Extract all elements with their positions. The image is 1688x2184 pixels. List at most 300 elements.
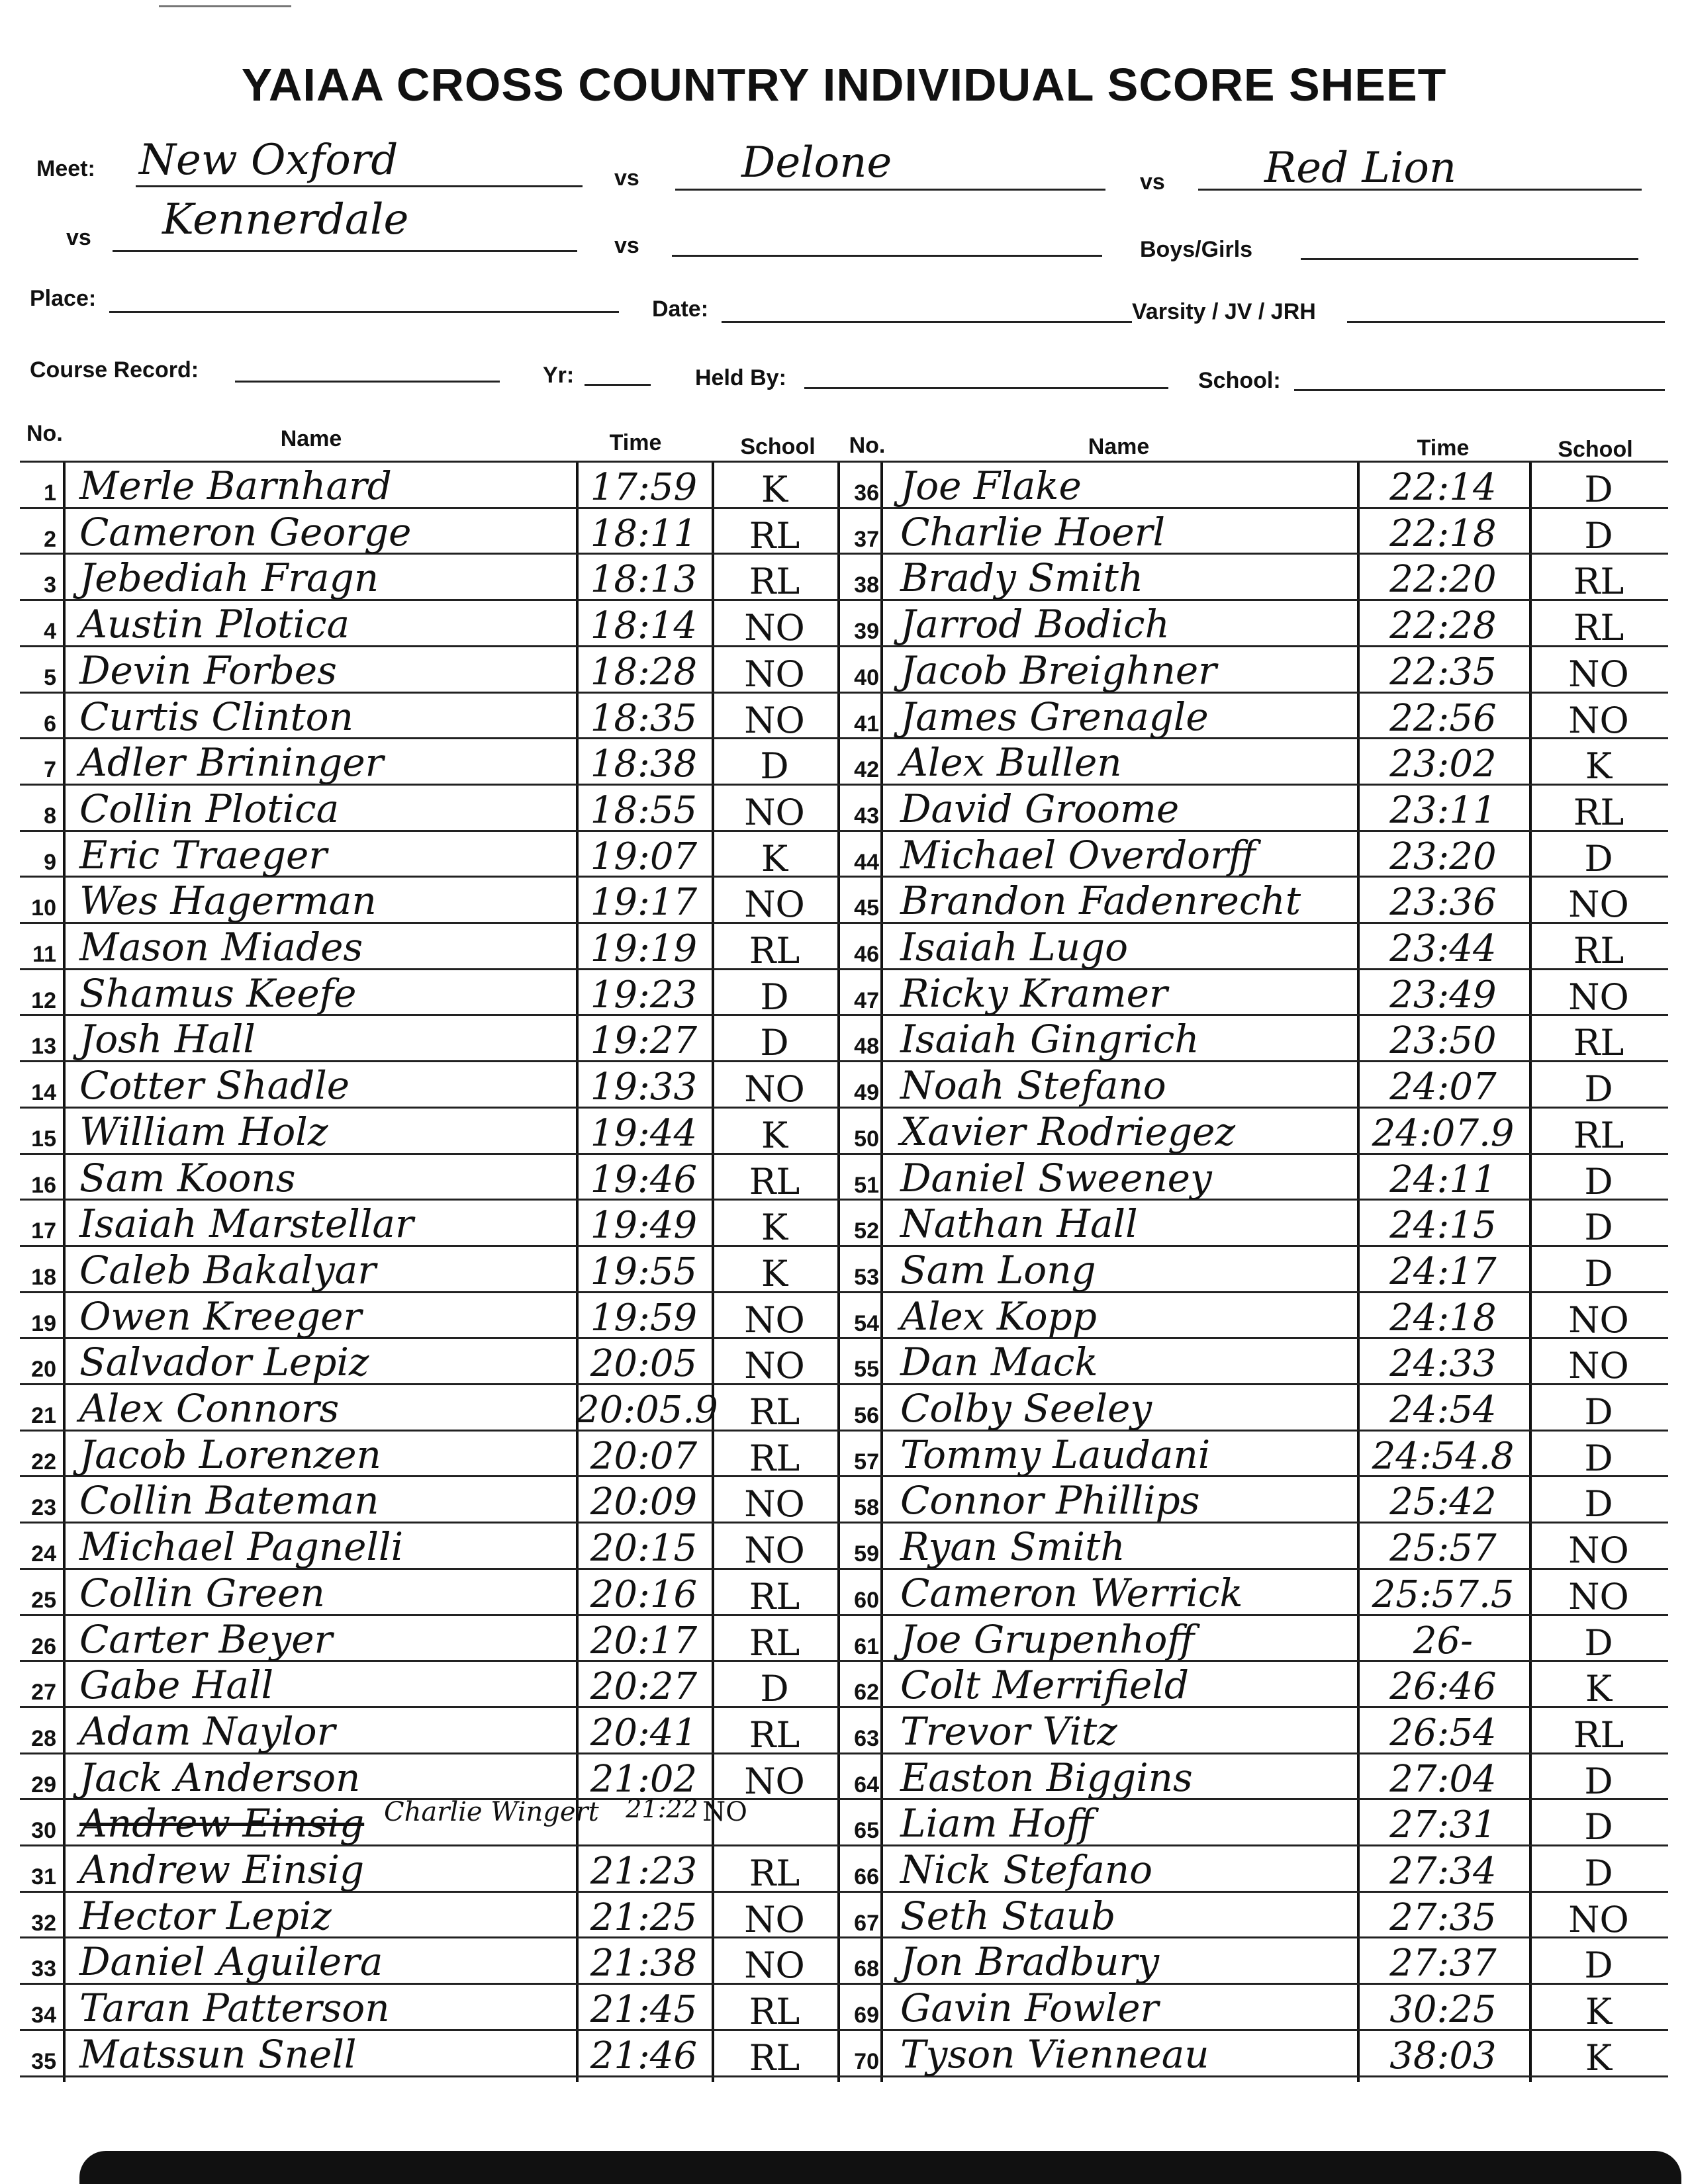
col-name-left: Name xyxy=(280,426,342,451)
row-number: 28 xyxy=(31,1725,56,1751)
row-time: 19:23 xyxy=(590,973,698,1017)
row-time: 20:17 xyxy=(590,1619,698,1662)
row-name: William Holz xyxy=(79,1109,328,1154)
row-name: Curtis Clinton xyxy=(79,694,353,739)
row-school: RL xyxy=(749,1437,800,1479)
row-school: D xyxy=(1584,1852,1613,1894)
row-school: D xyxy=(1584,1437,1613,1479)
row-number: 45 xyxy=(854,895,879,921)
row-time: 20:05.9 xyxy=(576,1388,718,1432)
row-name: Owen Kreeger xyxy=(79,1293,362,1339)
row-number: 15 xyxy=(31,1126,56,1152)
row-time: 20:07 xyxy=(590,1434,698,1478)
row-name: Alex Connors xyxy=(79,1386,340,1431)
row-number: 20 xyxy=(31,1357,56,1383)
row-time: 21:02 xyxy=(590,1757,698,1801)
row-school: RL xyxy=(749,2036,800,2079)
row-school: D xyxy=(760,1022,789,1064)
row-time: 22:28 xyxy=(1389,604,1497,648)
row-name: Hector Lepiz xyxy=(79,1893,332,1938)
row-name: Michael Overdorff xyxy=(900,832,1256,878)
row-number: 6 xyxy=(44,711,56,737)
row-time: 21:45 xyxy=(590,1988,698,2032)
row-school: RL xyxy=(749,930,800,972)
meet-line-4 xyxy=(113,250,577,252)
row-number: 10 xyxy=(31,895,56,921)
row-school: NO xyxy=(744,884,805,926)
row-school: NO xyxy=(744,1068,805,1111)
row-name: Jon Bradbury xyxy=(900,1939,1159,1985)
row-time: 19:27 xyxy=(590,1019,698,1063)
row-name: Tyson Vienneau xyxy=(900,2031,1209,2077)
row-time: 27:35 xyxy=(1389,1895,1497,1939)
row-name: Joe Grupenhoff xyxy=(900,1616,1195,1662)
row-name: Ryan Smith xyxy=(900,1524,1125,1570)
boys-girls-label: Boys/Girls xyxy=(1140,237,1253,262)
row-school: NO xyxy=(744,1298,805,1341)
row-name: Taran Patterson xyxy=(79,1985,390,2031)
row-school: D xyxy=(1584,1944,1613,1987)
row-number: 61 xyxy=(854,1633,879,1659)
row-school: D xyxy=(1584,1252,1613,1295)
row-number: 30 xyxy=(31,1818,56,1844)
row-name: Alex Bullen xyxy=(900,740,1122,786)
row-name: Daniel Sweeney xyxy=(900,1155,1212,1201)
row-time: 21:23 xyxy=(590,1850,698,1893)
date-line xyxy=(722,321,1132,323)
row-school: NO xyxy=(702,1797,747,1828)
row-number: 56 xyxy=(854,1403,879,1428)
row-number: 31 xyxy=(31,1864,56,1889)
col-time-left: Time xyxy=(609,430,662,455)
row-name: David Groome xyxy=(900,786,1180,831)
row-name: Tommy Laudani xyxy=(900,1432,1211,1477)
row-time: 21:25 xyxy=(590,1895,698,1939)
row-time: 18:28 xyxy=(590,650,698,694)
row-name: Alex Kopp xyxy=(900,1293,1097,1339)
yr-label: Yr: xyxy=(543,363,575,388)
row-school: RL xyxy=(749,1852,800,1894)
row-name: Colt Merrifield xyxy=(900,1662,1189,1708)
row-time: 20:27 xyxy=(590,1665,698,1709)
row-school: K xyxy=(761,837,788,880)
row-name: Sam Koons xyxy=(79,1155,296,1201)
sheet-title: YAIAA CROSS COUNTRY INDIVIDUAL SCORE SHEET xyxy=(241,59,1447,111)
row-number: 14 xyxy=(31,1080,56,1106)
row-number: 53 xyxy=(854,1264,879,1290)
row-number: 1 xyxy=(44,480,56,506)
row-number: 38 xyxy=(854,572,879,598)
row-school: K xyxy=(761,469,788,510)
row-name: Noah Stefano xyxy=(900,1063,1166,1109)
row-number: 16 xyxy=(31,1172,56,1198)
row-school: D xyxy=(1584,1621,1613,1664)
row-number: 54 xyxy=(854,1310,879,1336)
row-time: 21:46 xyxy=(590,2034,698,2077)
row-time: 21:38 xyxy=(590,1942,698,1985)
course-record-line xyxy=(235,381,500,383)
scan-mark xyxy=(159,0,291,7)
row-time: 19:17 xyxy=(590,881,698,925)
row-name: Ricky Kramer xyxy=(900,970,1168,1016)
row-number: 62 xyxy=(854,1680,879,1706)
row-time: 18:11 xyxy=(590,512,698,555)
row-time: 27:34 xyxy=(1389,1850,1497,1893)
row-time: 23:44 xyxy=(1389,927,1497,970)
row-school: RL xyxy=(1573,791,1624,833)
row-number: 27 xyxy=(31,1680,56,1706)
row-number: 55 xyxy=(854,1357,879,1383)
row-time: 19:44 xyxy=(590,1111,698,1155)
row-name: Joe Flake xyxy=(900,463,1082,508)
row-number: 57 xyxy=(854,1449,879,1475)
row-number: 64 xyxy=(854,1772,879,1797)
row-name: Adler Brininger xyxy=(79,740,384,786)
row-school: RL xyxy=(749,1391,800,1433)
col-name-right: Name xyxy=(1088,434,1150,459)
col-school-left: School xyxy=(740,434,816,459)
row-school: D xyxy=(1584,1806,1613,1848)
row-name: Cameron Werrick xyxy=(900,1570,1243,1615)
row-number: 3 xyxy=(44,572,56,598)
row-number: 70 xyxy=(854,2048,879,2074)
row-time: 19:55 xyxy=(590,1250,698,1293)
row-number: 24 xyxy=(31,1541,56,1567)
row-line xyxy=(20,461,1668,463)
row-time: 20:41 xyxy=(590,1711,698,1754)
yr-line xyxy=(585,384,651,386)
row-number: 7 xyxy=(44,757,56,783)
row-number: 5 xyxy=(44,664,56,690)
row-time: 24:07 xyxy=(1389,1066,1497,1109)
row-school: K xyxy=(761,1114,788,1156)
row-number: 66 xyxy=(854,1864,879,1889)
row-number: 48 xyxy=(854,1034,879,1060)
row-name: Nathan Hall xyxy=(900,1201,1138,1247)
row-time: 19:07 xyxy=(590,835,698,878)
row-name: Charlie Hoerl xyxy=(900,509,1165,555)
row-number: 42 xyxy=(854,757,879,783)
row-school: NO xyxy=(1568,653,1629,695)
row-name: Josh Hall xyxy=(79,1017,256,1062)
row-time: 26- xyxy=(1413,1619,1474,1662)
row-school: RL xyxy=(749,561,800,603)
row-time: 20:16 xyxy=(590,1572,698,1616)
row-time: 27:04 xyxy=(1389,1757,1497,1801)
row-school: NO xyxy=(744,1760,805,1802)
row-name: Austin Plotica xyxy=(79,602,350,647)
row-number: 21 xyxy=(31,1403,56,1428)
row-time: 25:57 xyxy=(1389,1527,1497,1570)
row-name: Shamus Keefe xyxy=(79,970,357,1016)
row-time: 26:46 xyxy=(1389,1665,1497,1709)
row-time: 18:55 xyxy=(590,788,698,832)
row-school: NO xyxy=(744,1898,805,1940)
divider-no-left xyxy=(63,461,66,2082)
meet-team-4: Kennerdale xyxy=(162,195,409,244)
row-time: 22:35 xyxy=(1389,650,1497,694)
row-time: 21:22 xyxy=(626,1794,698,1824)
vs-label-3: vs xyxy=(66,225,91,250)
row-name: Brady Smith xyxy=(900,555,1144,601)
row-school: RL xyxy=(1573,561,1624,603)
row-school: D xyxy=(1584,469,1613,510)
row-name: Carter Beyer xyxy=(79,1616,333,1662)
row-school: RL xyxy=(749,1621,800,1664)
row-school: RL xyxy=(749,1575,800,1617)
row-number: 37 xyxy=(854,526,879,552)
row-name: Jebediah Fragn xyxy=(79,555,379,601)
row-name: Trevor Vitz xyxy=(900,1708,1117,1754)
row-time: 19:49 xyxy=(590,1204,698,1248)
row-time: 18:35 xyxy=(590,696,698,740)
row-school: NO xyxy=(744,791,805,833)
row-time: 19:19 xyxy=(590,927,698,970)
row-time: 24:54.8 xyxy=(1372,1434,1515,1478)
row-number: 4 xyxy=(44,619,56,645)
vs-label-2: vs xyxy=(1140,169,1165,195)
row-name: Dan Mack xyxy=(900,1340,1098,1385)
place-line xyxy=(109,311,619,313)
row-name: Sam Long xyxy=(900,1247,1096,1293)
course-record-label: Course Record: xyxy=(30,357,199,383)
row-number: 12 xyxy=(31,987,56,1013)
place-label: Place: xyxy=(30,286,97,311)
row-name: Connor Phillips xyxy=(900,1478,1200,1524)
row-school: RL xyxy=(749,1713,800,1756)
row-time: 27:31 xyxy=(1389,1803,1497,1847)
row-school: NO xyxy=(744,1483,805,1525)
row-school: RL xyxy=(749,1991,800,2033)
row-number: 52 xyxy=(854,1218,879,1244)
row-number: 18 xyxy=(31,1264,56,1290)
row-time: 17:59 xyxy=(590,466,698,509)
row-name: Adam Naylor xyxy=(79,1708,336,1754)
row-school: RL xyxy=(1573,1713,1624,1756)
row-school: RL xyxy=(749,1160,800,1203)
row-number: 26 xyxy=(31,1633,56,1659)
vs-label-1: vs xyxy=(614,165,639,191)
row-number: 65 xyxy=(854,1818,879,1844)
level-line xyxy=(1347,321,1665,323)
row-school: RL xyxy=(1573,607,1624,649)
row-name: Devin Forbes xyxy=(79,647,337,693)
row-school: NO xyxy=(1568,976,1629,1018)
row-name: Eric Traeger xyxy=(79,832,328,878)
row-name: Collin Plotica xyxy=(79,786,340,831)
row-school: D xyxy=(760,976,789,1018)
row-name: Wes Hagerman xyxy=(79,878,377,924)
row-number: 25 xyxy=(31,1587,56,1613)
row-name: Collin Green xyxy=(79,1570,325,1615)
row-name: Xavier Rodriegez xyxy=(900,1109,1235,1154)
row-name: Gavin Fowler xyxy=(900,1985,1159,2031)
row-name: Michael Pagnelli xyxy=(79,1524,404,1570)
row-number: 13 xyxy=(31,1034,56,1060)
row-number: 2 xyxy=(44,526,56,552)
row-name: Easton Biggins xyxy=(900,1754,1193,1800)
row-name: Caleb Bakalyar xyxy=(79,1247,376,1293)
col-no-right: No. xyxy=(849,433,886,458)
row-name: Seth Staub xyxy=(900,1893,1116,1938)
held-by-label: Held By: xyxy=(695,365,786,390)
row-school: NO xyxy=(1568,884,1629,926)
meet-team-2: Delone xyxy=(741,138,892,187)
row-school: K xyxy=(761,1206,788,1249)
row-time: 22:14 xyxy=(1389,466,1497,509)
row-name: Colby Seeley xyxy=(900,1386,1152,1431)
row-time: 23:11 xyxy=(1389,788,1497,832)
row-time: 24:33 xyxy=(1389,1342,1497,1386)
row-time: 23:49 xyxy=(1389,973,1497,1017)
row-number: 49 xyxy=(854,1080,879,1106)
row-name: Jacob Lorenzen xyxy=(79,1432,381,1477)
row-number: 60 xyxy=(854,1587,879,1613)
row-number: 9 xyxy=(44,849,56,875)
row-school: NO xyxy=(1568,1345,1629,1387)
row-number: 17 xyxy=(31,1218,56,1244)
row-time: 23:50 xyxy=(1389,1019,1497,1063)
row-number: 36 xyxy=(854,480,879,506)
row-number: 59 xyxy=(854,1541,879,1567)
row-time: 30:25 xyxy=(1389,1988,1497,2032)
school-label: School: xyxy=(1198,368,1281,393)
row-name: Gabe Hall xyxy=(79,1662,274,1708)
row-number: 43 xyxy=(854,803,879,829)
date-label: Date: xyxy=(652,296,709,322)
row-name: Cameron George xyxy=(79,509,412,555)
row-number: 33 xyxy=(31,1956,56,1982)
row-school: NO xyxy=(1568,1575,1629,1617)
row-school: D xyxy=(760,745,789,788)
row-time: 22:56 xyxy=(1389,696,1497,740)
meet-line-5 xyxy=(672,255,1102,257)
level-label: Varsity / JV / JRH xyxy=(1132,299,1316,324)
row-name: Liam Hoff xyxy=(900,1801,1094,1846)
row-time: 38:03 xyxy=(1389,2034,1497,2077)
row-number: 19 xyxy=(31,1310,56,1336)
vs-label-4: vs xyxy=(614,233,639,258)
boys-girls-line xyxy=(1301,258,1638,260)
row-school: K xyxy=(1585,745,1613,788)
row-number: 40 xyxy=(854,664,879,690)
row-number: 32 xyxy=(31,1910,56,1936)
row-time: 22:18 xyxy=(1389,512,1497,555)
row-name: Salvador Lepiz xyxy=(79,1340,369,1385)
row-number: 8 xyxy=(44,803,56,829)
row-number: 46 xyxy=(854,942,879,967)
scan-edge xyxy=(79,2151,1681,2184)
row-school: NO xyxy=(1568,1529,1629,1572)
row-time: 25:57.5 xyxy=(1372,1572,1515,1616)
row-time: 25:42 xyxy=(1389,1480,1497,1524)
row-school: NO xyxy=(744,653,805,695)
row-number: 22 xyxy=(31,1449,56,1475)
meet-line-1 xyxy=(136,185,583,187)
row-number: 35 xyxy=(31,2048,56,2074)
col-time-right: Time xyxy=(1417,435,1470,461)
row-school: K xyxy=(1585,1991,1613,2033)
row-school: K xyxy=(1585,1668,1613,1710)
row-time: 24:18 xyxy=(1389,1296,1497,1340)
row-time: 23:02 xyxy=(1389,743,1497,786)
row-time: 24:54 xyxy=(1389,1388,1497,1432)
row-time: 19:33 xyxy=(590,1066,698,1109)
divider-no-right xyxy=(880,461,883,2082)
row-school: RL xyxy=(1573,930,1624,972)
row-number: 41 xyxy=(854,711,879,737)
row-name: Isaiah Lugo xyxy=(900,925,1129,970)
row-time: 24:17 xyxy=(1389,1250,1497,1293)
row-name: Brandon Fadenrecht xyxy=(900,878,1301,924)
row-time: 18:38 xyxy=(590,743,698,786)
row-school: NO xyxy=(1568,1298,1629,1341)
row-time: 18:14 xyxy=(590,604,698,648)
row-time: 26:54 xyxy=(1389,1711,1497,1754)
row-school: D xyxy=(760,1668,789,1710)
row-school: NO xyxy=(744,607,805,649)
row-name: Jarrod Bodich xyxy=(900,602,1170,647)
row-name: Jack Anderson xyxy=(79,1754,361,1800)
row-name: Daniel Aguilera xyxy=(79,1939,383,1985)
row-name: Jacob Breighner xyxy=(900,647,1217,693)
row-name: Mason Miades xyxy=(79,925,363,970)
row-school: RL xyxy=(1573,1022,1624,1064)
row-number: 51 xyxy=(854,1172,879,1198)
row-number: 58 xyxy=(854,1495,879,1521)
row-name: Isaiah Gingrich xyxy=(900,1017,1199,1062)
row-number: 69 xyxy=(854,2003,879,2028)
row-time: 24:11 xyxy=(1389,1158,1497,1201)
row-number: 11 xyxy=(32,942,56,967)
row-name: Andrew Einsig xyxy=(79,1847,365,1892)
row-name: Cotter Shadle xyxy=(79,1063,350,1109)
row-school: NO xyxy=(744,1944,805,1987)
held-by-line xyxy=(804,387,1168,389)
row-school: D xyxy=(1584,1068,1613,1111)
row-name: Matssun Snell xyxy=(79,2031,357,2077)
row-number: 34 xyxy=(31,2003,56,2028)
meet-line-2 xyxy=(675,189,1105,191)
row-name: Merle Barnhard xyxy=(79,463,392,508)
row-school: D xyxy=(1584,1206,1613,1249)
row-school: D xyxy=(1584,1760,1613,1802)
school-line xyxy=(1294,389,1665,391)
row-name-struck: Andrew Einsig xyxy=(79,1801,365,1846)
meet-team-3: Red Lion xyxy=(1264,144,1457,193)
row-school: NO xyxy=(744,1345,805,1387)
row-number: 23 xyxy=(31,1495,56,1521)
row-number: 67 xyxy=(854,1910,879,1936)
row-number: 47 xyxy=(854,987,879,1013)
row-time: 24:15 xyxy=(1389,1204,1497,1248)
row-school: K xyxy=(1585,2036,1613,2079)
row-time: 22:20 xyxy=(1389,558,1497,602)
row-school: D xyxy=(1584,1391,1613,1433)
row-time: 23:36 xyxy=(1389,881,1497,925)
meet-label: Meet: xyxy=(36,156,95,181)
row-school: NO xyxy=(744,1529,805,1572)
row-school: NO xyxy=(744,699,805,741)
row-school: D xyxy=(1584,1483,1613,1525)
row-school: D xyxy=(1584,1160,1613,1203)
row-name: Nick Stefano xyxy=(900,1847,1153,1892)
col-no-left: No. xyxy=(26,421,63,446)
row-time: 20:15 xyxy=(590,1527,698,1570)
col-school-right: School xyxy=(1558,437,1633,462)
row-school: RL xyxy=(1573,1114,1624,1156)
row-school: D xyxy=(1584,514,1613,557)
